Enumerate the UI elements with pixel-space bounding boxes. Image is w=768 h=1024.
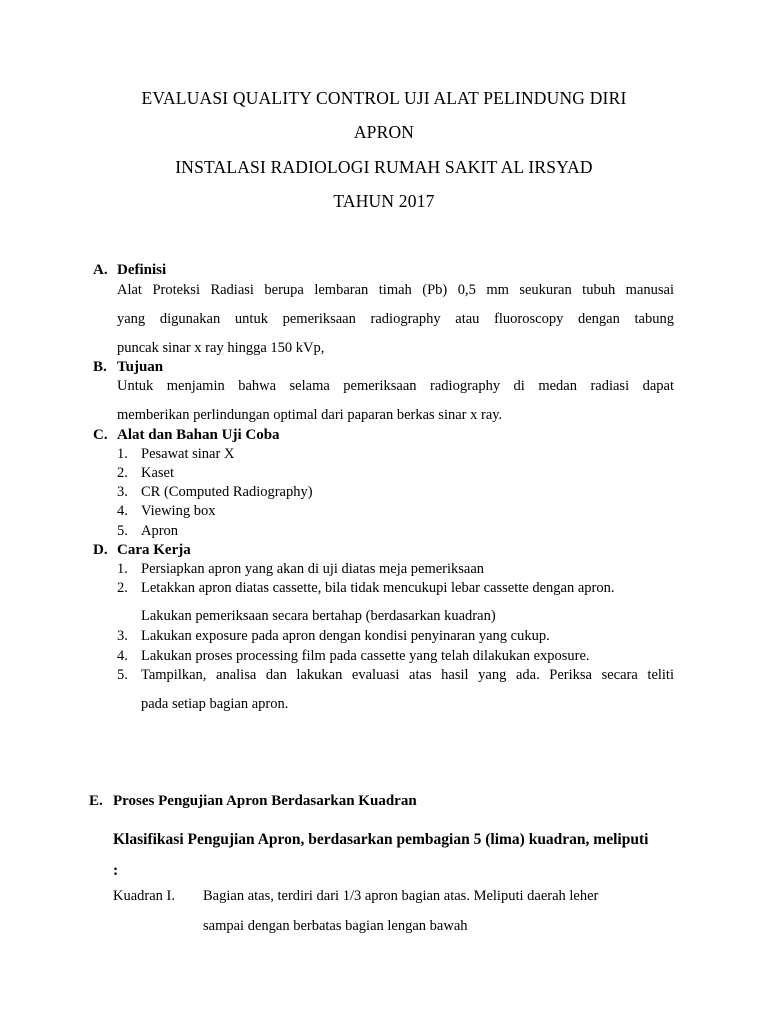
list-item: 3. Lakukan exposure pada apron dengan kondisi penyinaran yang cukup. — [117, 628, 550, 644]
section-letter: A. — [93, 262, 108, 278]
section-b-heading — [93, 359, 163, 376]
section-letter: D. — [93, 542, 108, 558]
section-letter: C. — [93, 427, 108, 443]
kuadran-description: Bagian atas, terdiri dari 1/3 apron bagian atas. Meliputi daerah leher — [203, 888, 599, 904]
document-title-line-2: APRON — [353, 122, 415, 142]
kuadran-label: Kuadran I. — [113, 888, 176, 904]
list-item: 1. Pesawat sinar X — [117, 446, 235, 462]
section-letter: E. — [89, 793, 103, 809]
paragraph-line: memberikan perlindungan optimal dari paparan berkas sinar x ray. — [117, 407, 503, 423]
section-e-heading — [89, 793, 417, 810]
list-item: 2. Letakkan apron diatas cassette, bila tidak mencukupi lebar cassette dengan apron. — [117, 580, 615, 596]
list-item: 5. Apron — [117, 523, 179, 539]
list-item: 5. Tampilkan, analisa dan lakukan evaluasi atas hasil yang ada. Periksa secara teliti — [117, 667, 674, 683]
section-d-heading — [93, 542, 191, 559]
document-title-line-3: INSTALASI RADIOLOGI RUMAH SAKIT AL IRSYAD — [175, 157, 593, 177]
section-letter: B. — [93, 359, 107, 375]
section-title: Tujuan — [117, 359, 164, 375]
section-title: Alat dan Bahan Uji Coba — [117, 427, 280, 443]
list-item: 4. Viewing box — [117, 503, 216, 519]
list-item-continuation: pada setiap bagian apron. — [141, 696, 289, 712]
list-item: 2. Kaset — [117, 465, 175, 481]
kuadran-description: sampai dengan berbatas bagian lengan bawah — [203, 918, 468, 934]
list-item-continuation: Lakukan pemeriksaan secara bertahap (berdasarkan kuadran) — [141, 608, 496, 624]
paragraph-line: Alat Proteksi Radiasi berupa lembaran timah (Pb) 0,5 mm seukuran tubuh manusai — [117, 282, 674, 298]
section-c-heading — [93, 427, 280, 444]
document-title-line-4: TAHUN 2017 — [333, 191, 435, 211]
paragraph-line: yang digunakan untuk pemeriksaan radiography atau fluoroscopy dengan tabung — [117, 311, 674, 327]
paragraph-line: Untuk menjamin bahwa selama pemeriksaan radiography di medan radiasi dapat — [117, 378, 674, 394]
list-item: 3. CR (Computed Radiography) — [117, 484, 313, 500]
list-item: 4. Lakukan proses processing film pada cassette yang telah dilakukan exposure. — [117, 648, 590, 664]
section-title: Definisi — [117, 262, 167, 278]
paragraph-line: puncak sinar x ray hingga 150 kVp, — [117, 340, 325, 356]
section-a-heading — [93, 262, 166, 279]
document-title-line-1: EVALUASI QUALITY CONTROL UJI ALAT PELINDUNG DIRI — [141, 88, 627, 108]
subheading-colon: : — [113, 862, 119, 879]
list-item: 1. Persiapkan apron yang akan di uji diatas meja pemeriksaan — [117, 561, 485, 577]
section-title: Proses Pengujian Apron Berdasarkan Kuadran — [113, 793, 417, 809]
section-title: Cara Kerja — [117, 542, 191, 558]
subheading: Klasifikasi Pengujian Apron, berdasarkan pembagian 5 (lima) kuadran, meliputi — [113, 831, 649, 848]
